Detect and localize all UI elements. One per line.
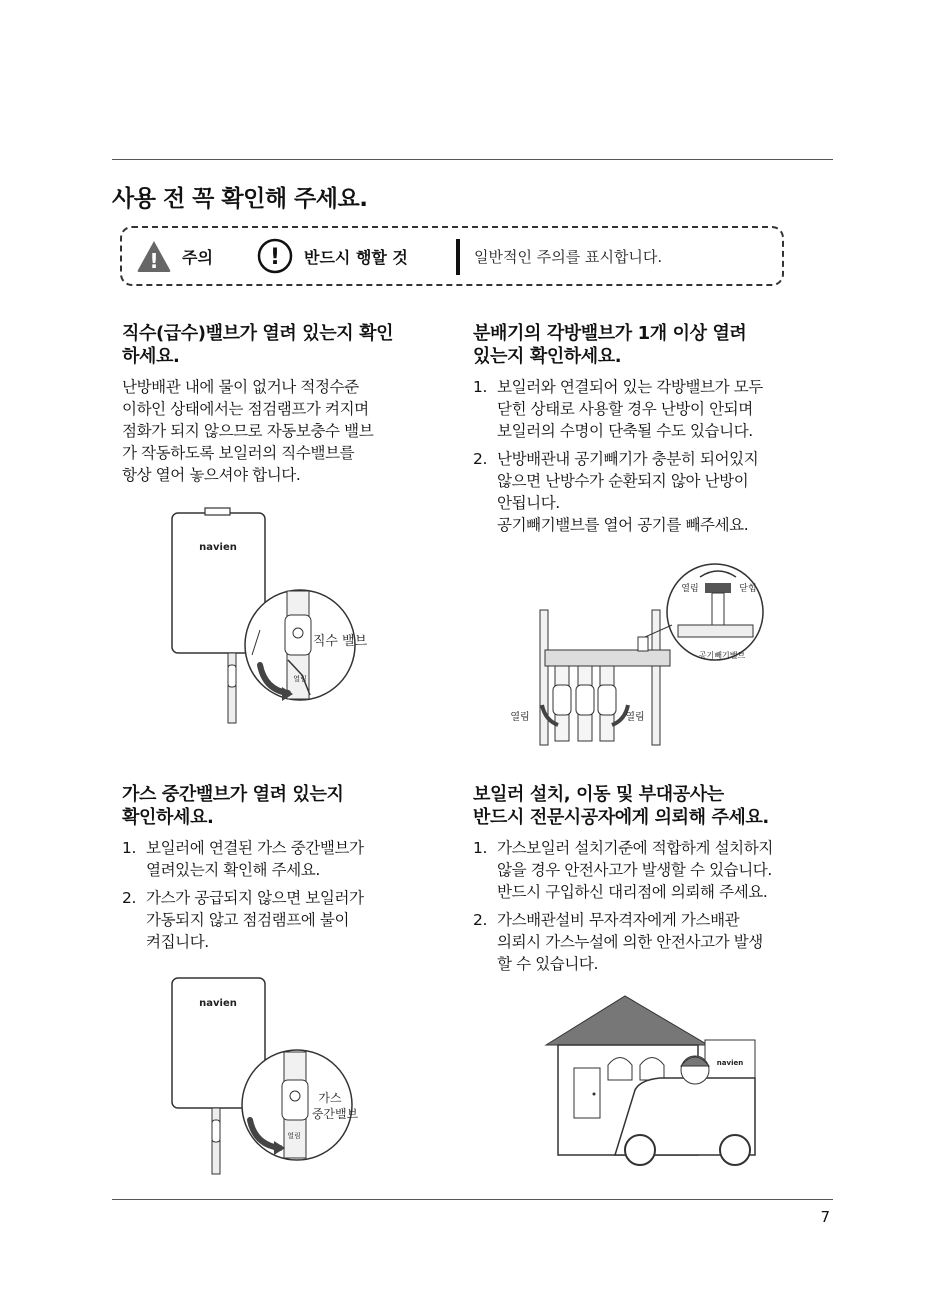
section-water-valve-heading: 직수(급수)밸브가 열려 있는지 확인 하세요. [122, 323, 394, 367]
section-gas-valve-heading: 가스 중간밸브가 열려 있는지 확인하세요. [122, 784, 344, 828]
house-truck-figure [540, 990, 765, 1170]
section-installation [473, 783, 833, 981]
page-number: 7 [820, 1208, 830, 1226]
boiler-brand-logo: navien [199, 542, 237, 553]
legend-must-label: 반드시 행할 것 [304, 247, 408, 267]
list-item: 2. 난방배관내 공기빼기가 충분히 되어있지 않으면 난방수가 순환되지 않아 난방이 안됩니다. 공기빼기밸브를 열어 공기를 빼주세요. [473, 450, 759, 534]
svg-text:닫힘: 닫힘 [739, 584, 757, 594]
svg-text:중간밸브: 중간밸브 [311, 1107, 359, 1121]
section-distributor-valve [473, 322, 833, 542]
page-title: 사용 전 꼭 확인해 주세요. [112, 186, 368, 212]
section-gas-valve [122, 783, 452, 959]
warning-triangle-icon [136, 239, 172, 273]
legend-box [120, 226, 784, 286]
svg-text:열림: 열림 [510, 712, 530, 723]
top-rule [112, 159, 833, 160]
list-item: 2. 가스가 공급되지 않으면 보일러가 가동되지 않고 점검램프에 불이 켜집니다. [122, 889, 364, 951]
legend-must [256, 228, 408, 284]
exclamation-circle-icon [256, 237, 294, 275]
list-item: 2. 가스배관설비 무자격자에게 가스배관 의뢰시 가스누설에 의한 안전사고가 발생 할 수 있습니다. [473, 911, 763, 973]
section-water-valve-body: 난방배관 내에 물이 없거나 적정수준 이하인 상태에서는 점검램프가 켜지며 점화가 되지 않으므로 자동보충수 밸브 가 작동하도록 보일러의 직수밸브를 항상 열어 놓으셔야 합니다. [122, 378, 374, 484]
svg-text:!: ! [149, 249, 159, 273]
svg-text:열림: 열림 [287, 1132, 301, 1140]
gas-valve-figure [160, 970, 385, 1180]
section-installation-list [473, 837, 833, 975]
section-distributor-valve-heading: 분배기의 각방밸브가 1개 이상 열려 있는지 확인하세요. [473, 323, 747, 367]
truck-brand-logo: navien [716, 1059, 744, 1067]
svg-text:공기빼기밸브: 공기빼기밸브 [698, 651, 746, 660]
legend-caution [136, 228, 213, 284]
section-distributor-valve-list [473, 376, 833, 536]
boiler-brand-logo: navien [199, 998, 237, 1009]
section-water-valve [122, 322, 452, 486]
list-item: 1. 보일러와 연결되어 있는 각방밸브가 모두 닫힌 상태로 사용할 경우 난방이 안되며 보일러의 수명이 단축될 수도 있습니다. [473, 378, 763, 440]
water-valve-label: 직수 밸브 [312, 634, 368, 649]
legend-caution-label: 주의 [182, 247, 213, 267]
section-gas-valve-list [122, 837, 452, 953]
list-item: 1. 가스보일러 설치기준에 적합하게 설치하지 않을 경우 안전사고가 발생할 수 있습니다. 반드시 구입하신 대리점에 의뢰해 주세요. [473, 839, 773, 901]
svg-text:열림: 열림 [625, 712, 645, 723]
section-installation-heading: 보일러 설치, 이동 및 부대공사는 반드시 전문시공자에게 의뢰해 주세요. [473, 784, 769, 828]
bottom-rule [112, 1199, 833, 1200]
svg-text:열림: 열림 [293, 675, 307, 683]
list-item: 1. 보일러에 연결된 가스 중간밸브가 열려있는지 확인해 주세요. [122, 839, 364, 879]
svg-text:!: ! [269, 245, 281, 270]
manifold-figure [500, 555, 790, 750]
svg-text:가스: 가스 [318, 1091, 342, 1105]
water-valve-figure [160, 505, 385, 730]
legend-divider [456, 239, 460, 275]
legend-description: 일반적인 주의를 표시합니다. [474, 247, 663, 266]
svg-text:열림: 열림 [681, 584, 699, 594]
